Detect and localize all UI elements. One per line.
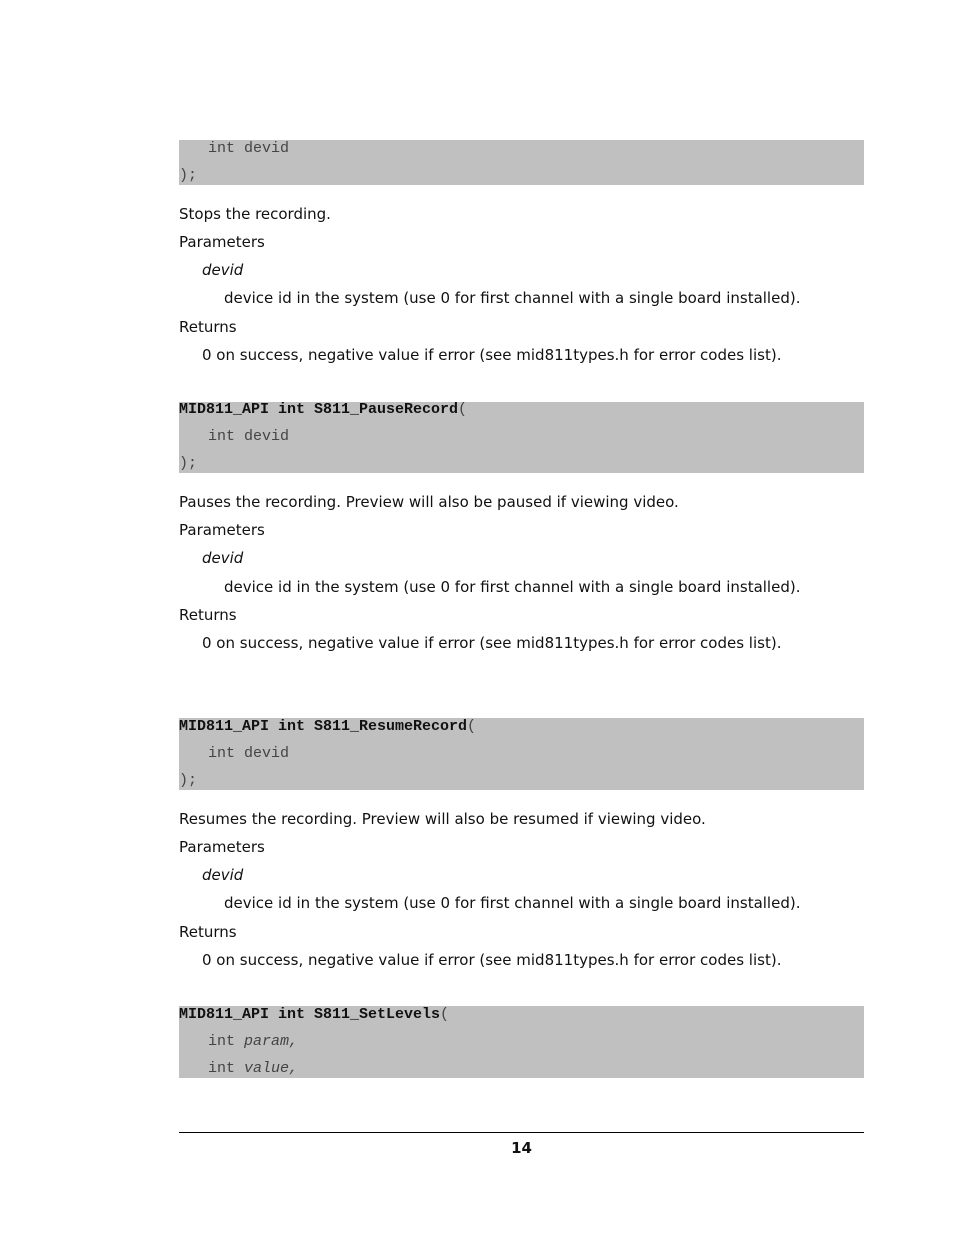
param-description: device id in the system (use 0 for first channel with a single board installed). (224, 578, 801, 596)
function-signature: MID811_API int S811_ResumeRecord( (179, 718, 477, 735)
page-number: 14 (511, 1139, 532, 1157)
returns-description: 0 on success, negative value if error (see mid811types.h for error codes list). (202, 951, 782, 969)
code-param-line: int devid (208, 745, 290, 762)
parameters-label: Parameters (179, 521, 265, 539)
code-param-line: int devid (208, 140, 290, 157)
code-close-line: ); (179, 167, 198, 184)
footer-rule (179, 1132, 864, 1133)
function-description: Stops the recording. (179, 205, 331, 223)
returns-description: 0 on success, negative value if error (see mid811types.h for error codes list). (202, 634, 782, 652)
code-param-line: int devid (208, 428, 290, 445)
function-description: Resumes the recording. Preview will also be resumed if viewing video. (179, 810, 706, 828)
param-name: devid (202, 261, 244, 279)
param-description: device id in the system (use 0 for first channel with a single board installed). (224, 894, 801, 912)
returns-description: 0 on success, negative value if error (see mid811types.h for error codes list). (202, 346, 782, 364)
code-param-line: int param, (208, 1033, 299, 1050)
function-signature: MID811_API int S811_PauseRecord( (179, 401, 468, 418)
returns-label: Returns (179, 318, 237, 336)
parameters-label: Parameters (179, 838, 265, 856)
param-name: devid (202, 866, 244, 884)
returns-label: Returns (179, 923, 237, 941)
param-description: device id in the system (use 0 for first channel with a single board installed). (224, 289, 801, 307)
function-description: Pauses the recording. Preview will also be paused if viewing video. (179, 493, 679, 511)
param-name: devid (202, 549, 244, 567)
parameters-label: Parameters (179, 233, 265, 251)
code-close-line: ); (179, 772, 198, 789)
returns-label: Returns (179, 606, 237, 624)
function-signature: MID811_API int S811_SetLevels( (179, 1006, 450, 1023)
code-close-line: ); (179, 455, 198, 472)
code-param-line: int value, (208, 1060, 299, 1077)
